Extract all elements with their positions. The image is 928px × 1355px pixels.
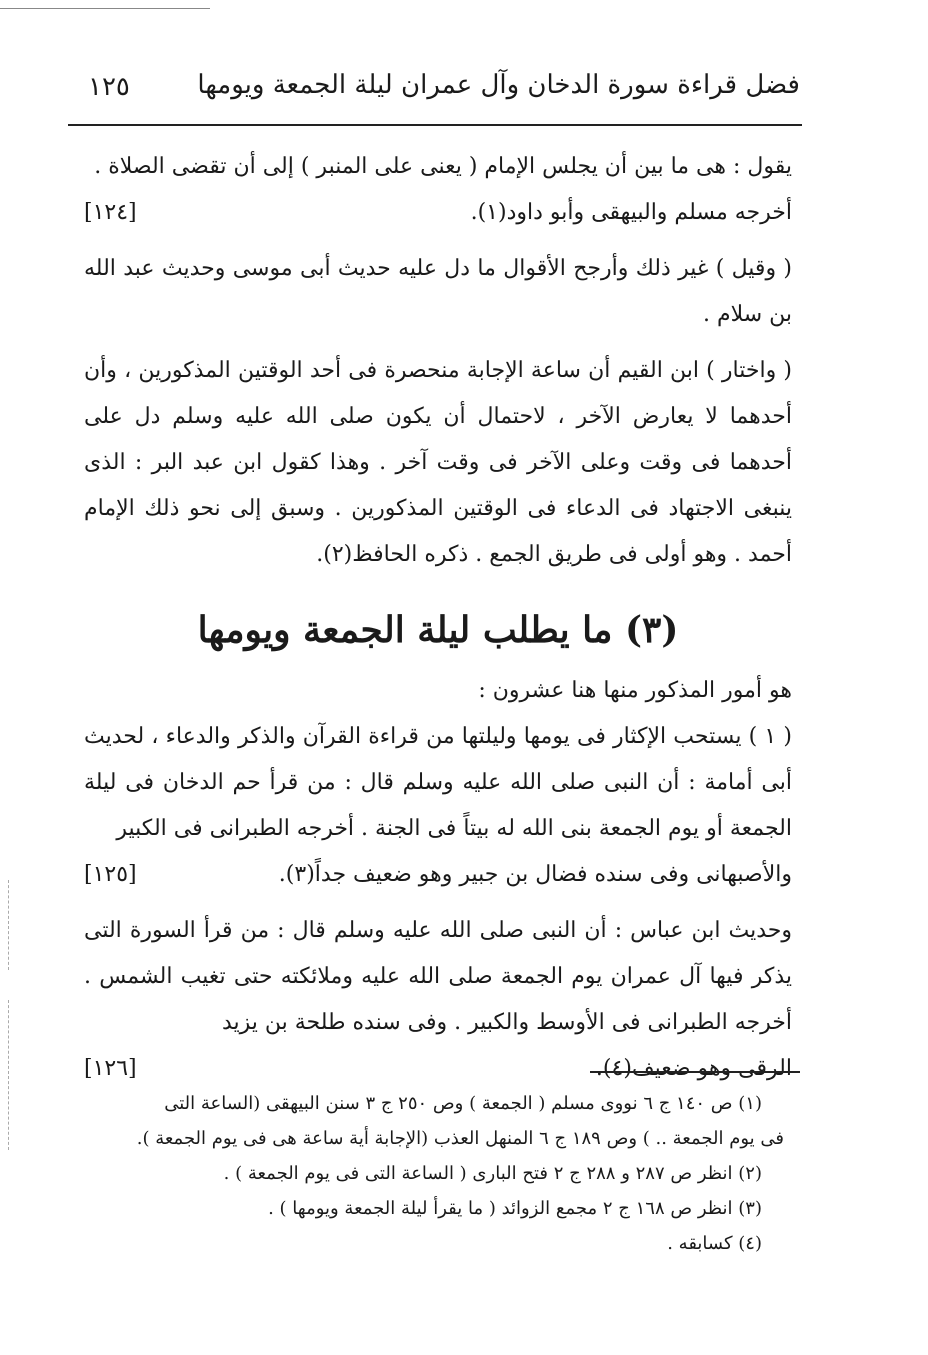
paragraph: يقول : هى ما بين أن يجلس الإمام ( يعنى على المنبر ) إلى أن تقضى الصلاة . [94,154,792,179]
scan-top-line [0,8,210,9]
paragraph-text: والأصبهانى وفى سنده فضال بن جبير وهو ضعيف جداً(٣). [278,862,792,887]
paragraph: وحديث ابن عباس : أن النبى صلى الله عليه وسلم قال : من قرأ السورة التى يذكر فيها آل عمران يوم الجمعة صلى الله عليه وملائكته حتى تغيب الشمس . أخرجه الطبرانى فى الأوسط والكبير . وفى سنده طلحة بن يزيد [84,918,792,1035]
paragraph: ( وقيل ) غير ذلك وأرجح الأقوال ما دل عليه حديث أبى موسى وحديث عبد الله بن سلام . [84,256,792,327]
footnote: (٢) انظر ص ٢٨٧ و ٢٨٨ ج ٢ فتح البارى ( الساعة التى فى يوم الجمعة ) . [223,1163,762,1184]
hadith-reference-number: [١٢٦] [84,1056,137,1081]
section-heading: (٣) ما يطلب ليلة الجمعة ويومها [197,609,679,651]
header-rule [68,124,802,126]
paragraph-closing-line [84,190,792,236]
page-header [80,70,800,118]
footnote-rule [590,1071,800,1073]
footnotes [84,1086,784,1261]
paragraph-text: الرقى وهو ضعيف(٤). [595,1056,792,1081]
footnote-continuation: فى يوم الجمعة .. ) وص ١٨٩ ج ٦ المنهل العذب (الإجابة أية ساعة هى فى يوم الجمعة ). [136,1128,784,1149]
paragraph: ( ١ ) يستحب الإكثار فى يومها وليلتها من قراءة القرآن والذكر والدعاء ، لحديث أبى أمامة : أن النبى صلى الله عليه وسلم قال : من قرأ حم الدخان فى ليلة الجمعة أو يوم الجمعة بنى الله له بيتاً فى الجنة . أخرجه الطبرانى فى الكبير [84,724,793,841]
paragraph: هو أمور المذكور منها هنا عشرون : [478,678,792,703]
page-number: ١٢٥ [88,72,130,102]
main-text [84,144,792,1092]
paragraph: ( واختار ) ابن القيم أن ساعة الإجابة منحصرة فى أحد الوقتين المذكورين ، وأن أحدهما لا يعارض الآخر ، لاحتمال أن يكون صلى الله عليه وسلم دل على أحدهما فى وقت وعلى الآخر فى وقت آخر . وهذا كقول ابن عبد البر : الذى ينبغى الاجتهاد فى الدعاء فى الوقتين المذكورين . وسبق إلى نحو ذلك الإمام أحمد . وهو أولى فى طريق الجمع . ذكره الحافظ(٢). [84,358,792,567]
footnote: (١) ص ١٤٠ ج ٦ نووى مسلم ( الجمعة ) وص ٢٥٠ ج ٣ سنن البيهقى (الساعة التى [164,1093,762,1114]
footnote: (٤) كسابقه . [667,1233,762,1254]
footnote: (٣) انظر ص ١٦٨ ج ٢ مجمع الزوائد ( ما يقرأ ليلة الجمعة ويومها ) . [268,1198,762,1219]
hadith-reference-number: [١٢٤] [84,200,137,225]
scan-edge-mark [8,880,9,970]
paragraph-closing-line [84,852,792,898]
running-title: فضل قراءة سورة الدخان وآل عمران ليلة الجمعة ويومها [197,70,800,100]
hadith-reference-number: [١٢٥] [84,862,137,887]
scan-edge-mark [8,1000,9,1150]
paragraph-text: أخرجه مسلم والبيهقى وأبو داود(١). [470,200,792,225]
